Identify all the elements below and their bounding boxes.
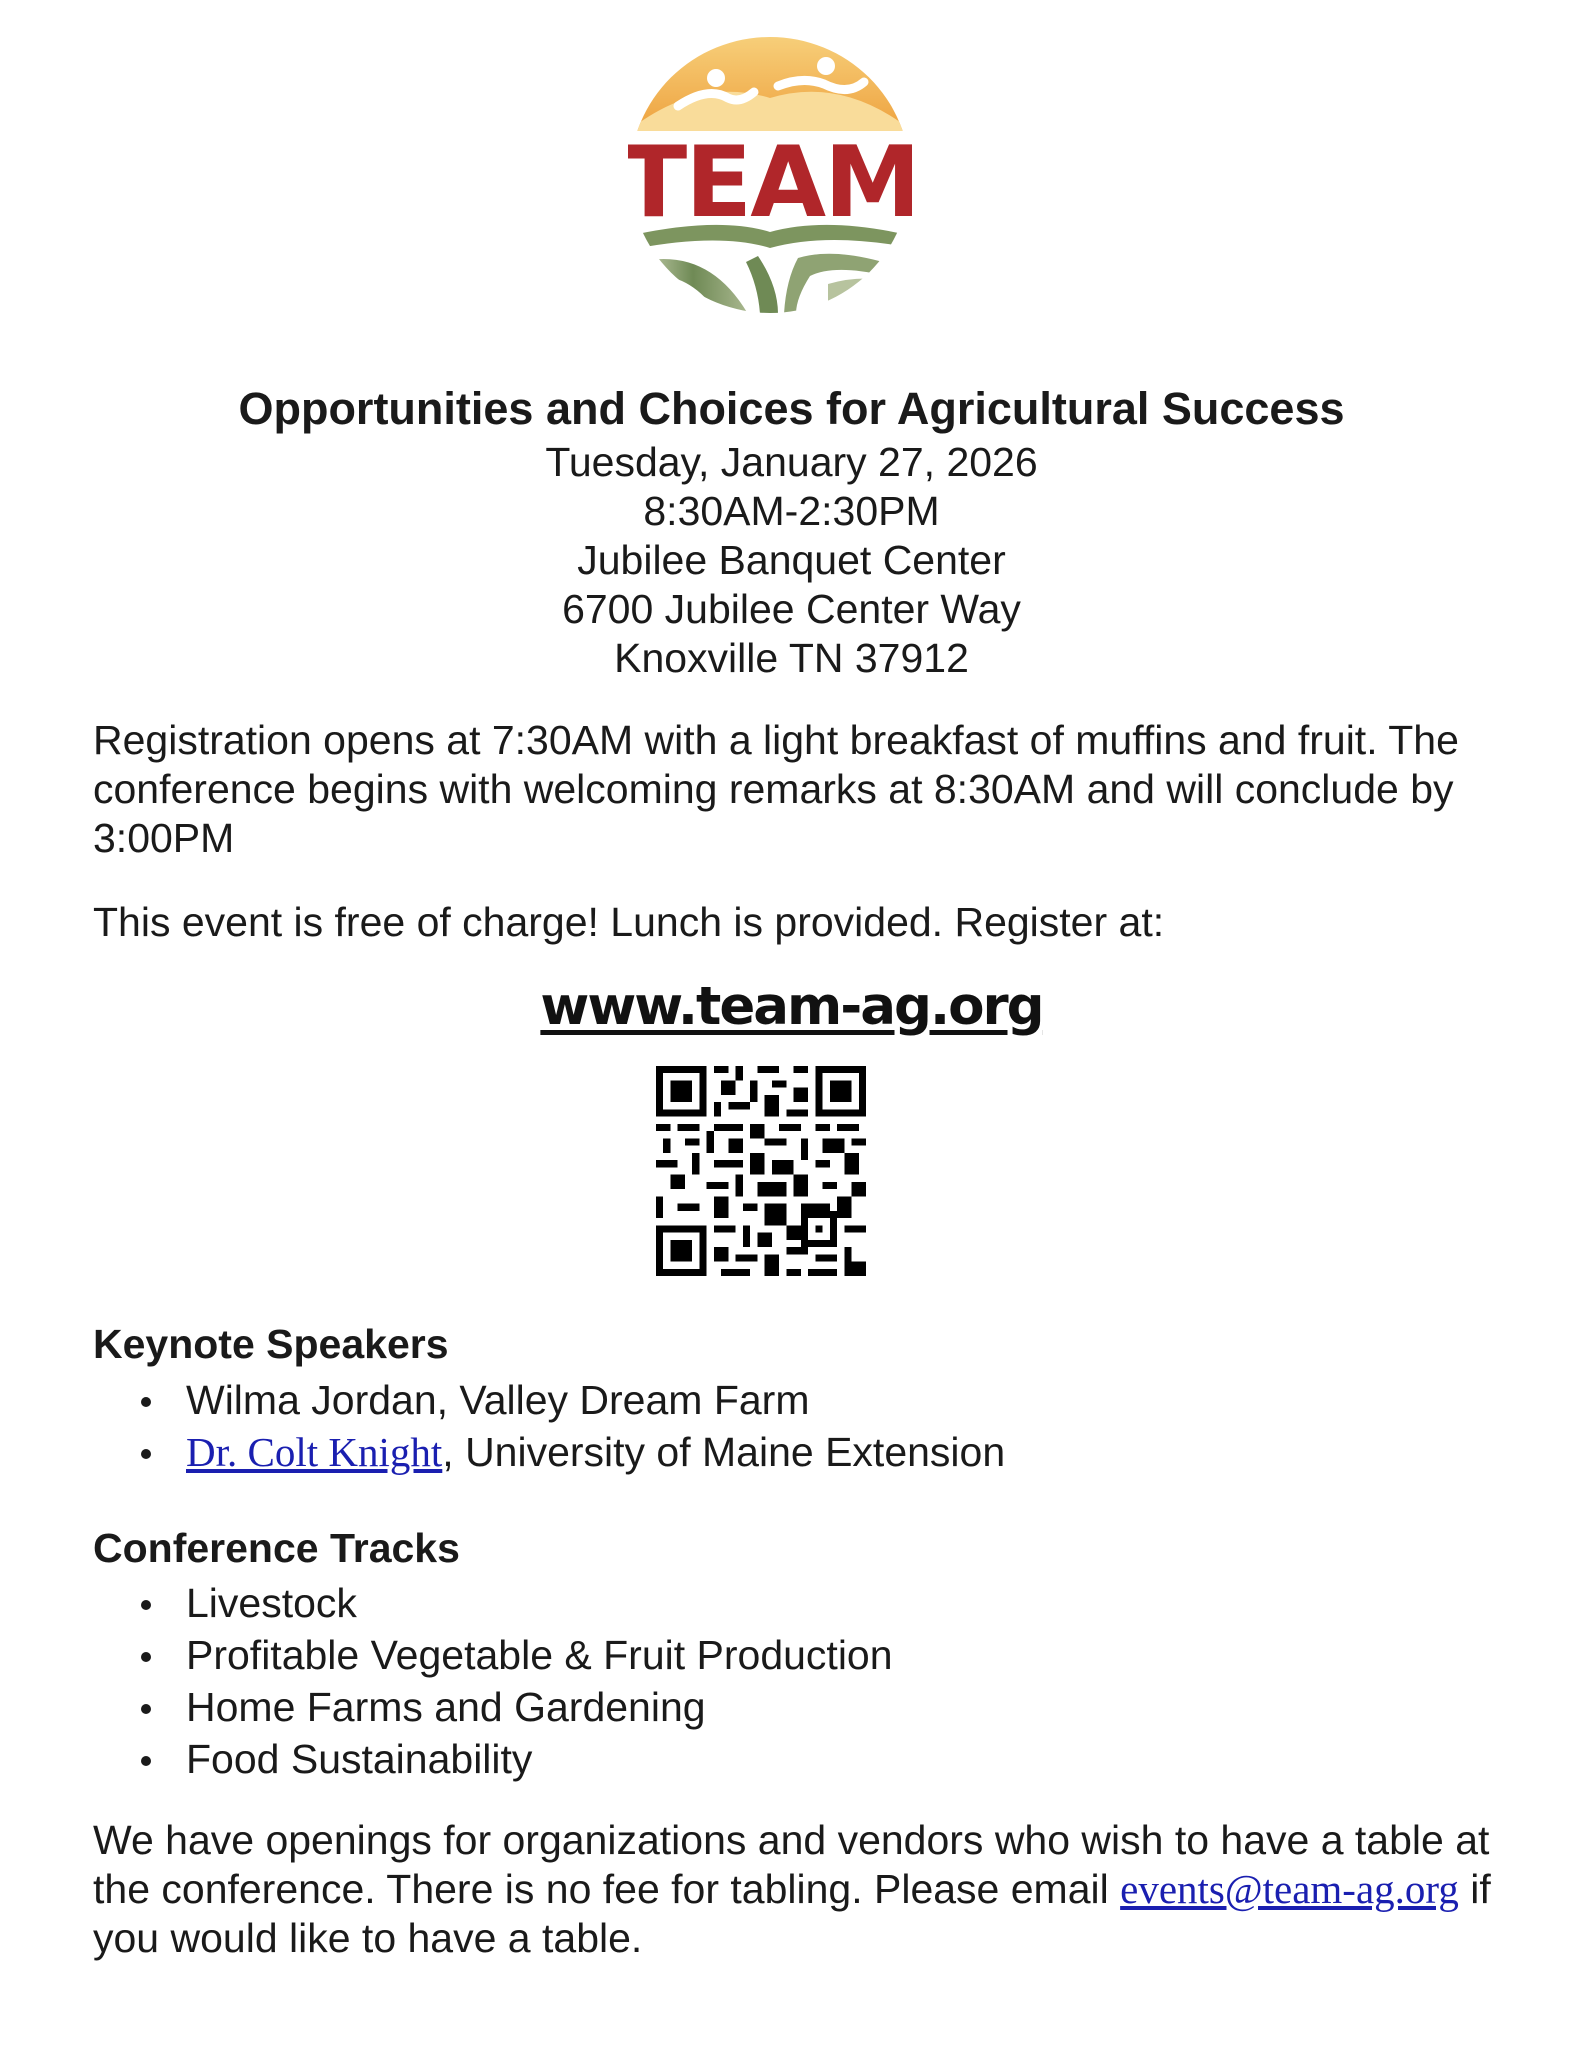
speaker-link[interactable]: Dr. Colt Knight xyxy=(186,1429,443,1475)
speaker-affiliation: , Valley Dream Farm xyxy=(436,1377,810,1423)
qr-code xyxy=(656,1066,866,1276)
logo-text: TEAM xyxy=(628,126,912,240)
list-item: Profitable Vegetable & Fruit Production xyxy=(93,1629,893,1681)
list-item: Food Sustainability xyxy=(93,1733,893,1785)
list-item: Livestock xyxy=(93,1577,893,1629)
email-link[interactable]: events@team-ag.org xyxy=(1120,1866,1459,1912)
speaker-affiliation: , University of Maine Extension xyxy=(442,1429,1006,1475)
vendor-paragraph xyxy=(93,1816,1513,1963)
list-item xyxy=(93,1374,1005,1426)
event-date: Tuesday, January 27, 2026 xyxy=(545,439,1038,485)
speaker-name: Wilma Jordan xyxy=(186,1377,437,1423)
registration-paragraph: Registration opens at 7:30AM with a light breakfast of muffins and fruit. The conference begins with welcoming remarks at 8:30AM and will conclude by 3:00PM xyxy=(93,717,1459,861)
free-event-paragraph: This event is free of charge! Lunch is provided. Register at: xyxy=(93,899,1165,945)
list-item xyxy=(93,1426,1005,1478)
list-item: Home Farms and Gardening xyxy=(93,1681,893,1733)
event-venue: Jubilee Banquet Center xyxy=(577,537,1006,583)
event-street: 6700 Jubilee Center Way xyxy=(562,586,1021,632)
event-city: Knoxville TN 37912 xyxy=(614,635,969,681)
event-time: 8:30AM-2:30PM xyxy=(643,488,940,534)
tracks-list xyxy=(93,1577,893,1785)
qr-code-graphic xyxy=(656,1066,866,1276)
event-header xyxy=(0,380,1583,683)
team-logo-graphic xyxy=(628,36,912,314)
team-logo xyxy=(628,36,912,314)
keynote-list xyxy=(93,1374,1005,1478)
keynote-heading: Keynote Speakers xyxy=(93,1321,449,1367)
event-title: Opportunities and Choices for Agricultural Success xyxy=(238,383,1345,434)
tracks-heading: Conference Tracks xyxy=(93,1525,460,1571)
vendor-text-end: if you would like to have a table. xyxy=(93,1866,1491,1961)
vendor-text: We have openings for organizations and vendors who wish to have a table at the conference. There is no fee for tabling. Please email xyxy=(93,1817,1490,1912)
website-link[interactable]: www.team-ag.org xyxy=(540,976,1043,1037)
